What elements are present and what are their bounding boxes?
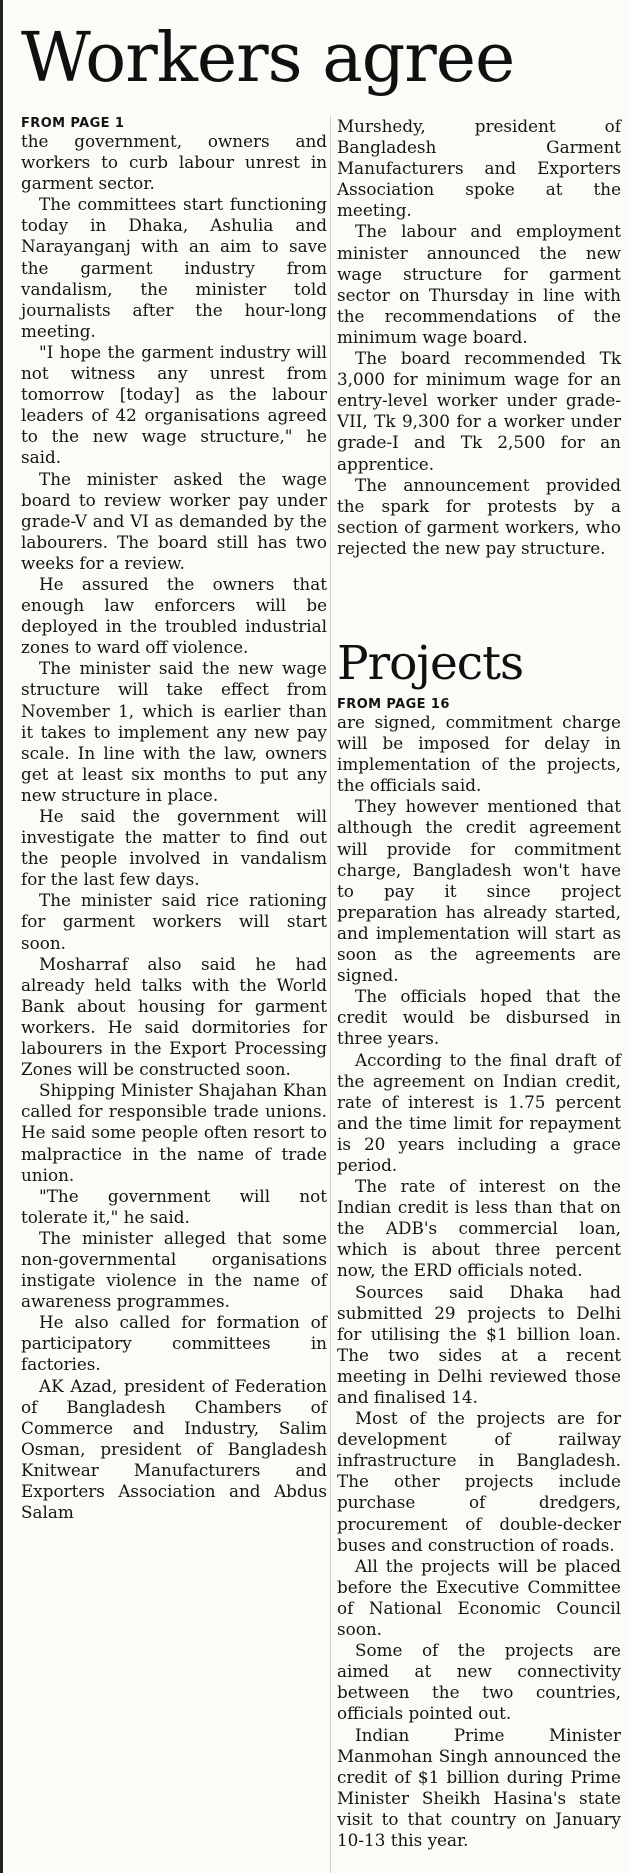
jump-label-page-16: FROM PAGE 16 [337, 697, 450, 712]
projects-column [337, 697, 621, 1851]
article-paragraph: "The government will not tolerate it," he said. [21, 1185, 327, 1227]
article-paragraph: The minister said the new wage structure will take effect from November 1, which is earlier than it takes to implement any new pay scale. In line with the law, owners get at least six months to put any new structure in place. [21, 658, 327, 805]
article-paragraph: The minister alleged that some non-governmental organisations instigate violence in the name of awareness programmes. [21, 1227, 327, 1312]
article-paragraph: Indian Prime Minister Manmohan Singh announced the credit of $1 billion during Prime Minister Sheikh Hasina's state visit to that country on January 10-13 this year. [337, 1724, 621, 1850]
article-paragraph: The board recommended Tk 3,000 for minimum wage for an entry-level worker under grade-VII, Tk 9,300 for a worker under grade-I and Tk 2,500 for an apprentice. [337, 348, 621, 474]
article-paragraph: The announcement provided the spark for protests by a section of garment workers, who rejected the new pay structure. [337, 474, 621, 558]
article-paragraph: Some of the projects are aimed at new connectivity between the two countries, officials pointed out. [337, 1640, 621, 1724]
article-paragraph: The minister asked the wage board to review worker pay under grade-V and VI as demanded by the labourers. The board still has two weeks for a review. [21, 468, 327, 573]
article-paragraph: are signed, commitment charge will be imposed for delay in implementation of the projects, the officials said. [337, 712, 621, 796]
article-paragraph: Shipping Minister Shajahan Khan called for responsible trade unions. He said some people often resort to malpractice in the name of trade union. [21, 1080, 327, 1185]
article-paragraph: Sources said Dhaka had submitted 29 projects to Delhi for utilising the $1 billion loan. The two sides at a recent meeting in Delhi reviewed those and finalised 14. [337, 1281, 621, 1407]
workers-column-right [337, 116, 621, 559]
article-paragraph: Mosharraf also said he had already held talks with the World Bank about housing for garment workers. He said dormitories for labourers in the Export Processing Zones will be constructed soon. [21, 953, 327, 1080]
article-paragraph: They however mentioned that although the credit agreement will provide for commitment charge, Bangladesh won't have to pay it since project preparation has already started, and implementation will start as soon as the agreements are signed. [337, 796, 621, 986]
article-paragraph: All the projects will be placed before the Executive Committee of National Economic Council soon. [337, 1555, 621, 1640]
article-paragraph: AK Azad, president of Federation of Bangladesh Chambers of Commerce and Industry, Salim Osman, president of Bangladesh Knitwear Manufacturers and Exporters Association and Abdus Salam [21, 1375, 327, 1523]
projects-headline: Projects [337, 636, 524, 691]
article-paragraph: The rate of interest on the Indian credit is less than that on the ADB's commercial loan, which is about three percent now, the ERD officials noted. [337, 1176, 621, 1281]
article-paragraph: The minister said rice rationing for garment workers will start soon. [21, 890, 327, 953]
article-paragraph: He also called for formation of participatory committees in factories. [21, 1312, 327, 1375]
main-headline: Workers agree [21, 19, 515, 98]
article-paragraph: Murshedy, president of Bangladesh Garment Manufacturers and Exporters Association spoke at the meeting. [337, 116, 621, 221]
article-paragraph: the government, owners and workers to curb labour unrest in garment sector. [21, 131, 327, 194]
article-paragraph: The labour and employment minister announced the new wage structure for garment sector on Thursday in line with the recommendations of the minimum wage board. [337, 221, 621, 347]
article-paragraph: The officials hoped that the credit would be disbursed in three years. [337, 986, 621, 1049]
article-paragraph: He said the government will investigate the matter to find out the people involved in vandalism for the last few days. [21, 806, 327, 890]
workers-column-left [21, 116, 327, 1523]
column-divider [330, 116, 331, 1873]
article-paragraph: Most of the projects are for development of railway infrastructure in Bangladesh. The other projects include purchase of dredgers, procurement of double-decker buses and construction of roads. [337, 1408, 621, 1555]
article-paragraph: He assured the owners that enough law enforcers will be deployed in the troubled industrial zones to ward off violence. [21, 573, 327, 658]
article-paragraph: According to the final draft of the agreement on Indian credit, rate of interest is 1.75 percent and the time limit for repayment is 20 years including a grace period. [337, 1049, 621, 1175]
article-paragraph: The committees start functioning today in Dhaka, Ashulia and Narayanganj with an aim to save the garment industry from vandalism, the minister told journalists after the hour-long meeting. [21, 194, 327, 341]
article-paragraph: "I hope the garment industry will not witness any unrest from tomorrow [today] as the labour leaders of 42 organisations agreed to the new wage structure," he said. [21, 341, 327, 468]
jump-label-page-1: FROM PAGE 1 [21, 116, 125, 131]
